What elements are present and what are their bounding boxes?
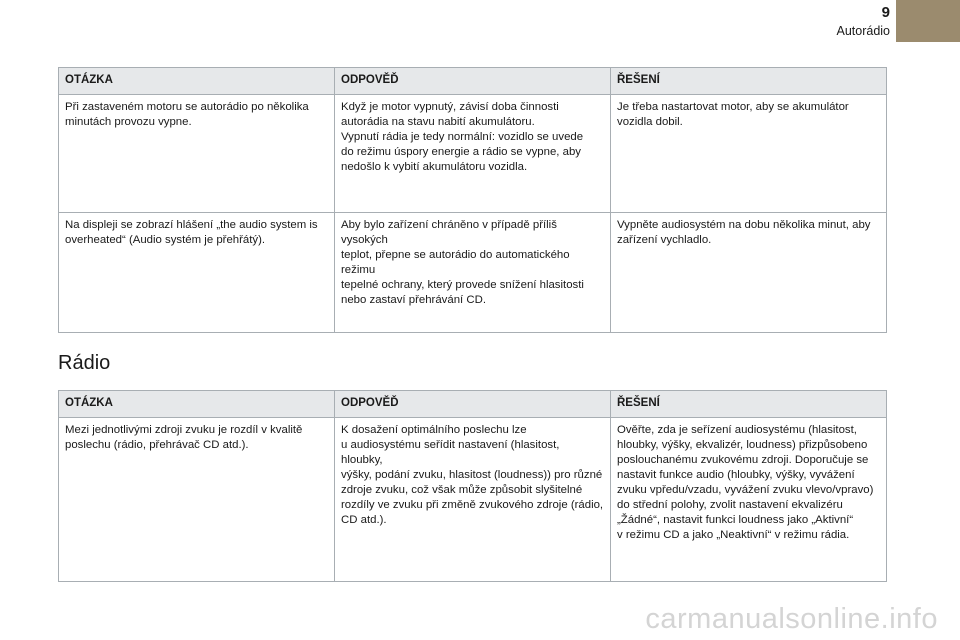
column-header-solution: ŘEŠENÍ	[611, 391, 887, 418]
table-row	[59, 213, 887, 333]
column-header-question: OTÁZKA	[59, 68, 335, 95]
answer-cell: K dosažení optimálního poslechu lze u audiosystému seřídit nastavení (hlasitost, hloubky, výšky, podání zvuku, hlasitost (loudness)) pro různé zdroje zvuku, což však může způsobit slyšitelné rozdíly ve zvuku při změně zvukového zdroje (rádio, CD atd.).	[335, 418, 611, 582]
question-cell: Na displeji se zobrazí hlášení „the audio system is overheated“ (Audio systém je přehřátý).	[59, 213, 335, 333]
chapter-title: Autorádio	[836, 24, 890, 38]
table-header-row	[59, 391, 887, 418]
section-title-radio: Rádio	[58, 352, 111, 374]
column-header-answer: ODPOVĚĎ	[335, 68, 611, 95]
watermark: carmanualsonline.info	[645, 603, 938, 635]
question-cell: Při zastaveném motoru se autorádio po několika minutách provozu vypne.	[59, 95, 335, 213]
page-number: 9	[881, 4, 890, 21]
chapter-tab-marker	[896, 0, 960, 42]
column-header-question: OTÁZKA	[59, 391, 335, 418]
solution-cell: Ověřte, zda je seřízení audiosystému (hlasitost, hloubky, výšky, ekvalizér, loudness) přizpůsobeno poslouchanému zvukovému zdroji. Doporučuje se nastavit funkce audio (hloubky, výšky, vyvážení zvuku vpředu/vzadu, vyvážení zvuku vlevo/vpravo) do střední polohy, zvolit nastavení ekvalizéru „Žádné“, nastavit funkci loudness jako „Aktivní“ v režimu CD a jako „Neaktivní“ v režimu rádia.	[611, 418, 887, 582]
answer-cell: Když je motor vypnutý, závisí doba činnosti autorádia na stavu nabití akumulátoru. Vypnutí rádia je tedy normální: vozidlo se uvede do režimu úspory energie a rádio se vypne, aby nedošlo k vybití akumulátoru vozidla.	[335, 95, 611, 213]
answer-cell: Aby bylo zařízení chráněno v případě příliš vysokých teplot, přepne se autorádio do automatického režimu tepelné ochrany, který provede snížení hlasitosti nebo zastaví přehrávání CD.	[335, 213, 611, 333]
table-header-row	[59, 68, 887, 95]
table-row	[59, 95, 887, 213]
column-header-solution: ŘEŠENÍ	[611, 68, 887, 95]
troubleshooting-table-radio	[58, 390, 887, 582]
solution-cell: Vypněte audiosystém na dobu několika minut, aby zařízení vychladlo.	[611, 213, 887, 333]
question-cell: Mezi jednotlivými zdroji zvuku je rozdíl v kvalitě poslechu (rádio, přehrávač CD atd.).	[59, 418, 335, 582]
table-row	[59, 418, 887, 582]
column-header-answer: ODPOVĚĎ	[335, 391, 611, 418]
troubleshooting-table-general	[58, 67, 887, 333]
solution-cell: Je třeba nastartovat motor, aby se akumulátor vozidla dobil.	[611, 95, 887, 213]
